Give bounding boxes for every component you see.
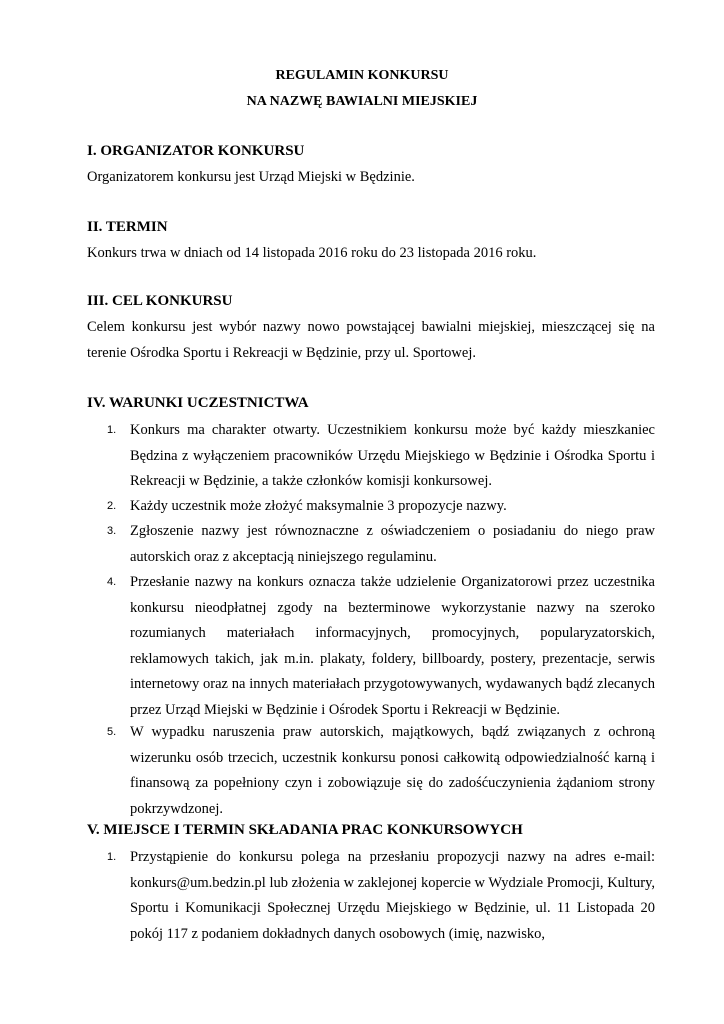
list-item — [87, 720, 655, 822]
document-title-line-2: NA NAZWĘ BAWIALNI MIEJSKIEJ — [246, 94, 478, 109]
list-item-number: 5. — [107, 726, 117, 738]
list-item — [87, 519, 655, 570]
section-text-goal: Celem konkursu jest wybór nazwy nowo powstającej bawialni miejskiej, mieszczącej się na terenie Ośrodka Sportu i Rekreacji w Będzinie, przy ul. Sportowej. — [87, 319, 655, 361]
section-heading-goal: III. CEL KONKURSU — [87, 293, 233, 309]
section-heading-place-and-term: V. MIEJSCE I TERMIN SKŁADANIA PRAC KONKURSOWYCH — [87, 822, 523, 838]
list-item-text: Każdy uczestnik może złożyć maksymalnie 3 propozycje nazwy. — [130, 498, 507, 514]
list-item-text: W wypadku naruszenia praw autorskich, majątkowych, bądź związanych z ochroną wizerunku osób trzecich, uczestnik konkursu ponosi całkowitą odpowiedzialność karną i finansową za popełniony czyn i zobowiązuje się do zadośćuczynienia żądaniom strony pokrzywdzonej. — [130, 724, 655, 817]
section-text-organizer: Organizatorem konkursu jest Urząd Miejski w Będzinie. — [87, 169, 415, 185]
list-item-number: 4. — [107, 576, 117, 588]
list-item-number: 1. — [107, 424, 117, 436]
section-text-term: Konkurs trwa w dniach od 14 listopada 2016 roku do 23 listopada 2016 roku. — [87, 245, 537, 261]
list-item — [87, 570, 655, 723]
section-heading-term: II. TERMIN — [87, 219, 168, 235]
list-item-text: Przesłanie nazwy na konkurs oznacza także udzielenie Organizatorowi przez uczestnika konkursu nieodpłatnej zgody na bezterminowe wykorzystanie nazwy na szeroko rozumianych materiałach informacyjnych, promocyjnych, popularyzatorskich, reklamowych takich, jak m.in. plakaty, foldery, billboardy, postery, prezentacje, serwis internetowy oraz na innych materiałach przygotowywanych, wydawanych bądź zlecanych przez Urząd Miejski w Będzinie i Ośrodek Sportu i Rekreacji w Będzinie. — [130, 574, 655, 718]
list-item-number: 2. — [107, 500, 117, 512]
section-heading-conditions: IV. WARUNKI UCZESTNICTWA — [87, 395, 309, 411]
list-item — [87, 494, 655, 520]
document-title-line-1: REGULAMIN KONKURSU — [275, 68, 449, 83]
section-heading-organizer: I. ORGANIZATOR KONKURSU — [87, 143, 305, 159]
list-item — [87, 418, 655, 495]
list-item-text: Przystąpienie do konkursu polega na przesłaniu propozycji nazwy na adres e-mail: konkurs@um.bedzin.pl lub złożenia w zaklejonej kopercie w Wydziale Promocji, Kultury, Sportu i Komunikacji Społecznej Urzędu Miejskiego w Będzinie, ul. 11 Listopada 20 pokój 117 z podaniem dokładnych danych osobowych (imię, nazwisko, — [130, 849, 655, 942]
list-item-text: Konkurs ma charakter otwarty. Uczestnikiem konkursu może być każdy mieszkaniec Będzina z wyłączeniem pracowników Urzędu Miejskiego w Będzinie i Ośrodka Sportu i Rekreacji w Będzinie, a także członków komisji konkursowej. — [130, 422, 655, 489]
list-item — [87, 845, 655, 947]
list-item-number: 1. — [107, 851, 117, 863]
list-item-text: Zgłoszenie nazwy jest równoznaczne z oświadczeniem o posiadaniu do niego praw autorskich oraz z akceptacją niniejszego regulaminu. — [130, 523, 655, 565]
list-item-number: 3. — [107, 525, 117, 537]
